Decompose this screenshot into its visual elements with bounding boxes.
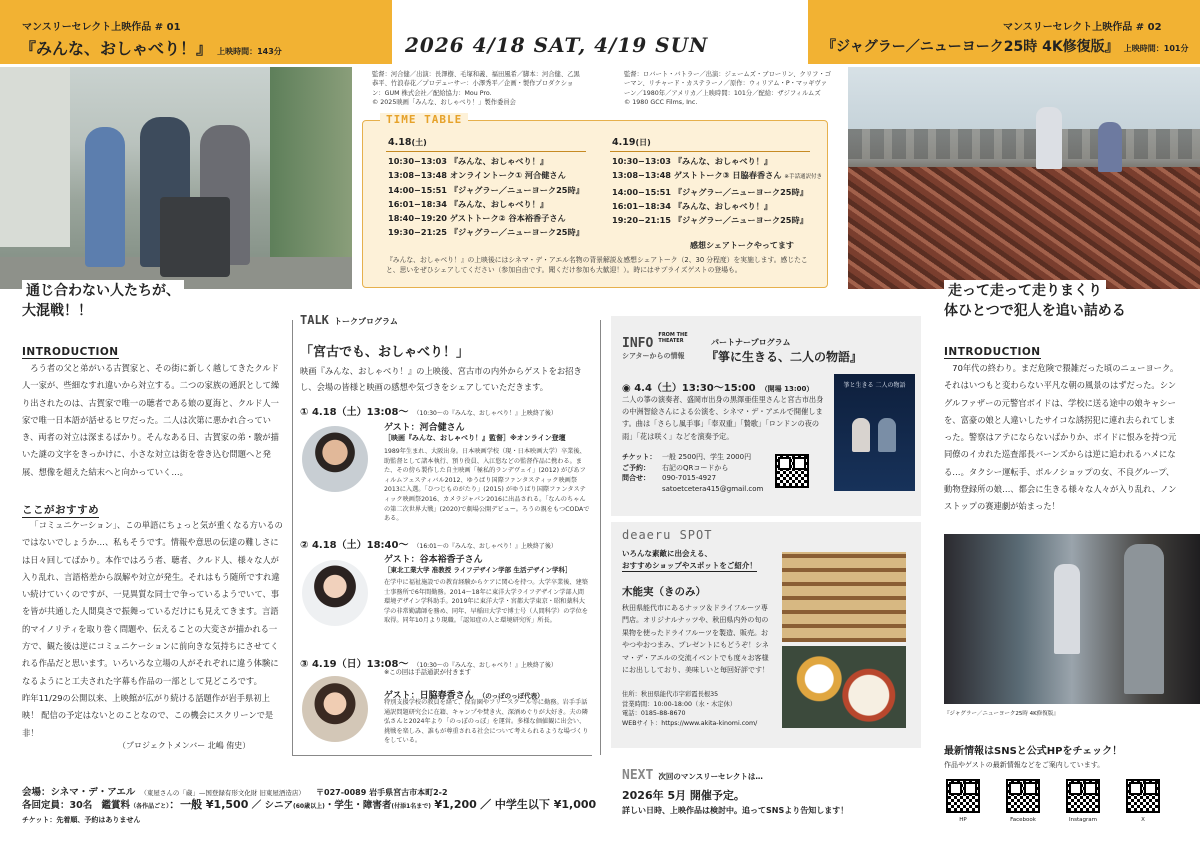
session1-small: （10:30〜の『みんな、おしゃべり！』上映終了後） [413,410,557,417]
deaeru-tag: deaeru SPOT [622,528,713,542]
day2-slot: 16:01−18:34 『みんな、おしゃべり！』 [612,200,773,211]
sns-sub: 作品やゲストの最新情報などをご案内しています。 [944,761,1105,769]
film2-photo-caption: 『ジャグラー／ニューヨーク25時 4K修復版』 [944,711,1059,717]
talk-lead: 映画『みんな、おしゃべり！』の上映後、宮古市の内外からゲストをお招きし、会場の皆様と映画の感想や気づきをシェアしていただきます。 [300,366,582,392]
day1-slot: 14:00−15:51 『ジャグラー／ニューヨーク25時』 [388,184,584,195]
film1-intro-text: ろう者の父と弟がいる古賀家と、その街に新しく越してきたクルド人一家が、些細なすれ違いから対立する。二つの家族の通訳として繰り出されたのは、古賀家で唯一の聴者である娘の夏海と、クルド人一家で唯一日本語が話せるヒワだった。二人は次第に悪かれ合っていき、両者の対立は深まるばかり。そんなある日、古賀家の弟・駿が描いた謎の文字をきっかけに、小さな対立は街を巻き込む問題へと発展、想像を超えた結末へと向かっていく…。 [22,363,280,477]
day2-slot: 13:08−13:48 ゲストトーク③ 日脇春香さん [612,170,782,181]
fee-junior: ／ 中学生以下 ¥1,000 [480,798,597,811]
shop-address: 住所：秋田県能代市字彩霞長根35 [622,691,719,698]
header-left-title: 『みんな、おしゃべり！』 [20,39,213,58]
day2-slot: 19:20−21:15 『ジャグラー／ニューヨーク25時』 [612,215,808,226]
info-tag-small-1: FROM THE [658,332,688,338]
guest1-name: ゲスト：河合健さん [384,423,465,433]
header-right-runtime: 上映時間：101分 [1123,44,1189,53]
event-dates: 2026 4/18 SAT, 4/19 SUN [405,33,709,57]
film1-catch-1: 通じ合わない人たちが、 [22,280,184,300]
facebook-qr[interactable] [1006,779,1040,813]
guest3-bio: 特別支援学校の教員を経て、保育園やフリースクール等に勤務。岩手手話通訳問題研究会に在籍、キャンプや焚き火、深酒めぐりが大好き。夫の隣弘さんと2024年より「のっぽのっぽ」を運営。多様な価値観に出会い、挑戦を楽しみ、誰もが尊重される社会について考えられるような場づくりをしている。 [384,699,589,745]
deaeru-sub1: いろんな素敵に出会える、 [622,549,712,558]
session2-head: ② 4.18（土）18:40〜 [300,540,409,551]
venue-label: 会場：シネマ・デ・アエル [22,787,136,798]
talk-bottom-rule [292,755,592,756]
recommend-heading: ここがおすすめ [22,504,100,516]
guest1-role: ［映画『みんな、おしゃべり！』監督］※オンライン登壇 [384,434,566,442]
venue-detail: （東屋さんの「蔵」—国登録有形文化財 旧東屋酒造店） [140,789,305,797]
fee-student-price: ¥1,200 [434,798,477,811]
day1-date: 4.18 [388,137,412,148]
capacity: 各回定員：30名 [22,800,93,811]
sns-heading: 最新情報はSNSと公式HPをチェック！ [944,746,1123,757]
guest3-name: ゲスト：日脇春香さん [384,691,474,701]
film1-credits: 監督：河合健／出演：長澤樹、毛塚和義、福田風希／脚本：河合健、乙黒恭平、竹浪春花／プロデューサー：小澤秀平／企画・製作プロダクション：GUM 株式会社／配給協力：Mou Pro. © 2025映画「みんな、おしゃべり！」製作委員会 [372,71,580,107]
next-sub: 次回のマンスリーセレクトは… [658,772,763,781]
shop-text: 秋田県能代市にあるナッツ＆ドライフルーツ専門店。オリジナルナッツや、秋田県内外の旬の果物を使ったドライフルーツを製造、販売。おやつやおつまみ、プレゼントにもどうぞ！シネマ・デ・アエルの交流イベントでも度々お客様にお出ししており、美味しいと毎回好評です！ [622,604,769,675]
day1-slot: 18:40−19:20 ゲストトーク② 谷本裕香子さん [388,213,566,224]
info-poster [834,374,915,491]
shop-hours: 営業時間：10:00-18:00（水・木定休） [622,700,737,708]
timetable-heading: TIME TABLE [380,113,468,126]
contact-mail: satoetcetera415@gmail.com [662,484,764,493]
reserve-value: 右記のQRコードから [662,463,729,472]
header-right-label: マンスリーセレクト上映作品 # 02 [1003,22,1162,33]
guest2-avatar [302,560,368,626]
fee-note: （各作品ごと） [130,803,170,810]
shop-tel: 電話：0185-88-8670 [622,710,686,718]
guest2-name: ゲスト：谷本裕香子さん [384,555,483,565]
fee-label: 鑑賞料 [101,800,131,811]
day2-list [612,154,822,227]
deaeru-sub2: おすすめショップやスポットをご紹介！ [622,561,757,570]
day2-date: 4.19 [612,137,636,148]
day1-underline [386,151,586,152]
info-reserve-qr[interactable] [775,454,809,488]
guest3-avatar [302,676,368,742]
qr-label-instagram: Instagram [1069,817,1097,823]
shop-name: 木能実（きのみ） [622,586,706,598]
sign-language-note: ※手話通訳付き [784,174,823,181]
day1-slot: 19:30−21:25 『ジャグラー／ニューヨーク25時』 [388,227,584,238]
talk-tag: TALK [300,313,329,327]
next-detail: 詳しい日時、上映作品は検討中。追ってSNSより告知します！ [622,806,849,815]
day2-underline [610,151,810,152]
day1-dow: (土) [411,138,427,147]
session3-head: ③ 4.19（日）13:08〜 [300,659,409,670]
day1-slot: 13:08−13:48 オンライントーク① 河合健さん [388,170,566,181]
fee-senior: ／ シニア [251,800,293,811]
film2-catch-2: 体ひとつで犯人を追い詰める [944,303,1126,319]
recommend-signature: （プロジェクトメンバー 北嶋 侑史） [118,741,251,750]
x-qr[interactable] [1126,779,1160,813]
shop-photo-1 [782,552,906,642]
info-open: （開場 13:00） [760,385,814,393]
day1-slot: 10:30−13:03 『みんな、おしゃべり！』 [388,156,549,166]
info-date: ◉ 4.4（土）13:30〜15:00 [622,383,756,394]
contact-tel: 090-7015-4927 [662,474,717,482]
film1-intro-heading: INTRODUCTION [22,346,119,358]
session2-small: （16:01〜の『みんな、おしゃべり！』上映終了後） [413,543,557,550]
guest2-role: ［東北工業大学 准教授 ライフデザイン学部 生活デザイン学科］ [384,566,572,574]
contact-label: 問合せ： [622,474,650,482]
info-partner: パートナープログラム [711,338,791,347]
guest3-role: （のっぽのっぽ代表） [478,692,544,700]
film1-catch-2: 大混戦！！ [22,303,92,319]
info-text: 二人の箏の演奏者、盛岡市出身の黒澤亜佳里さんと宮古市出身の中洲智絵さんによる公演を、シネマ・デ・アエルで開催します。曲は「さらし風手事」「奉双重」「贄歌」「ロンドンの夜の雨」「花は咲く」などを演奏予定。 [622,395,824,441]
fee-senior-note: (60歳以上) [292,803,325,810]
day2-slot: 14:00−15:51 『ジャグラー／ニューヨーク25時』 [612,186,808,197]
session3-note: ※この回は手話通訳が付きます [384,669,472,676]
qr-label-x: X [1141,817,1145,823]
shop-web[interactable]: WEBサイト：https://www.akita-kinomi.com/ [622,719,758,727]
film2-photo-2 [944,534,1200,704]
day2-slot: 10:30−13:03 『みんな、おしゃべり！』 [612,156,773,166]
film1-photo [0,67,352,289]
day2-dow: (日) [635,138,651,147]
header-right-title: 『ジャグラー／ニューヨーク25時 4K修復版』 [822,39,1119,55]
session1-head: ① 4.18（土）13:08〜 [300,407,409,418]
film2-catch-1: 走って走って走りまくり [944,280,1106,300]
timetable-note: 『みんな、おしゃべり！』の上映後にはシネマ・デ・アエル名物の背景解説＆感想シェアトーク（2、30 分程度）を実施します。感じたこと、思いをぜひシェアしてください（参加自由です。聞くだけ参加も大歓迎！）。時にはサプライズゲストの登場も。 [386,256,808,275]
header-left-runtime: 上映時間：143分 [217,47,282,56]
talk-tag-sub: トークプログラム [334,317,398,326]
info-title: 『箏に生きる、二人の物語』 [706,350,863,364]
ticket-label: チケット： [622,453,657,461]
talk-title: 「宮古でも、おしゃべり！」 [300,345,470,360]
header-left-label: マンスリーセレクト上映作品 # 01 [22,22,181,33]
fee-student-note: (付添1名まで) [391,803,432,810]
session3-small: （10:30〜の『みんな、おしゃべり！』上映終了後） [413,662,557,669]
shop-photo-2 [782,646,906,728]
qr-label-hp: HP [959,817,967,823]
fee-student: ・学生・障害者 [324,800,392,811]
info-tag-small-2: THEATER [658,338,684,344]
share-talk-label: 感想シェアトークやってます [690,241,794,250]
film2-photo [848,67,1200,289]
ticket-value: 一般 2500円、学生 2000円 [662,453,752,461]
film2-intro-text: 70年代の終わり。まだ危険で猥雑だった頃のニューヨーク。それはいつもと変わらない平凡な朝の風景のはずだった。シングルファザーの元警官ボイドは、学校に送る途中の娘キャシーを、富豪の娘と人違いしたサイコな誘拐犯に連れ去られてしまった。警察はアテにならないばかりか、ボイドに恨みを持つ元同僚のイカれた巡査部長バーンズからは逆に追われるハメになる…。タクシー運転手、ポルノショップの女、不良グループ、動物登録所の娘…、都会に生きる様々な人々が入り乱れ、ノンストップの赛連劇が始まった！ [944,363,1179,512]
guest1-bio: 1989年生まれ、大阪出身。日本映画学校（現・日本映画大学）卒業後、助監督として諸本執行、預り役員、入江悠などの監督作品に携わる。また、その傍ら製作した自主映画「極私的ランデヴェイ」(2012) がぴあフィルムフェスティバル2012、ゆうばり国際ファンタスティック映画祭2013に入選。「ひつじものがたり」(2015) がゆうばり国際ファンタスティック映画祭2016、カメラジャパン2016に出品される。「なんのちゃんの第二次世界大戦」(2020)で劇場公開デビュー。ろうの親をもつCODAである。 [384,448,590,523]
guest2-bio: 在学中に福祉施設での教育経験からケアに関心を持つ。大学卒業後、建築士事務所で6年間勤務。2014〜18年に東洋大学ライフデザイン学部人間環境デザイン学科助手。2019年に東洋大学・宮都大学東京・昭和薬科大学の非常勤講師を務め、同年、早稲田大学で博士号（人間科学）の学位を取得。同年10月より現職。「認知症の人と環境研究所」所長。 [384,579,588,625]
guest1-avatar [302,426,368,492]
info-poster-title: 箏と生きる 二人の物語 [843,382,906,389]
film2-intro-heading: INTRODUCTION [944,346,1041,358]
info-sub: シアターからの情報 [622,352,685,360]
recommend-text: 「コミュニケーション」、この単語にちょっと気が重くなる方いるのではないでしょうか…、私もそうです。情報や意思の伝達の難しさには日々回してばかり。本作ではろう者、聴者、クルド人、様々な人が入り乱れ、言語格差から誤解や対立が発生。それはもう随所ですれ違い続けていくのですが、一見異質な同士で争っているようでいて、事を皆が共通した人間臭さで振舞っているだけにも見えてきます。言語的マイノリティを取り巻く問題や、伝えることの大変さが描かれる一方で、観た後は逆にコミュニケーションに前向きな気持ちにさせてくれる作品だと思います。いろいろな立場の人がそれぞれに違う体験になるようにと工夫された字幕も作品の一部として見どころです。 昨年11/29の公開以来、上映館が広がり続ける話題作が岩手県初上映！ 配信の予定はないとのことなので、この機会にスクリーンで是非！ [22,520,283,738]
hp-qr[interactable] [946,779,980,813]
info-tag: INFO [622,336,654,351]
instagram-qr[interactable] [1066,779,1100,813]
reserve-label: ご予約： [622,463,650,472]
next-tag: NEXT [622,768,654,783]
talk-left-rule [292,320,293,755]
day1-slot: 16:01−18:34 『みんな、おしゃべり！』 [388,198,549,209]
venue-address: 〒027-0089 岩手県宮古市本町2-2 [316,788,448,797]
fee-general: ：一般 ¥1,500 [169,798,249,811]
film2-credits: 監督：ロバート・バトラー／出演：ジェームズ・ブローリン、クリフ・ゴーマン、リチャード・カステラーノ／原作：ウィリアム・P・マッギヴァーン／1980年／アメリカ／上映時間：101分／配給：ザジフィルムズ © 1980 GCC Films, Inc. [624,71,832,107]
talk-right-rule [600,320,601,755]
next-main: 2026年 5月 開催予定。 [622,789,745,802]
qr-label-facebook: Facebook [1010,817,1036,823]
ticket-policy: チケット：先着順、予約はありません [22,816,141,824]
day1-list [388,154,584,240]
